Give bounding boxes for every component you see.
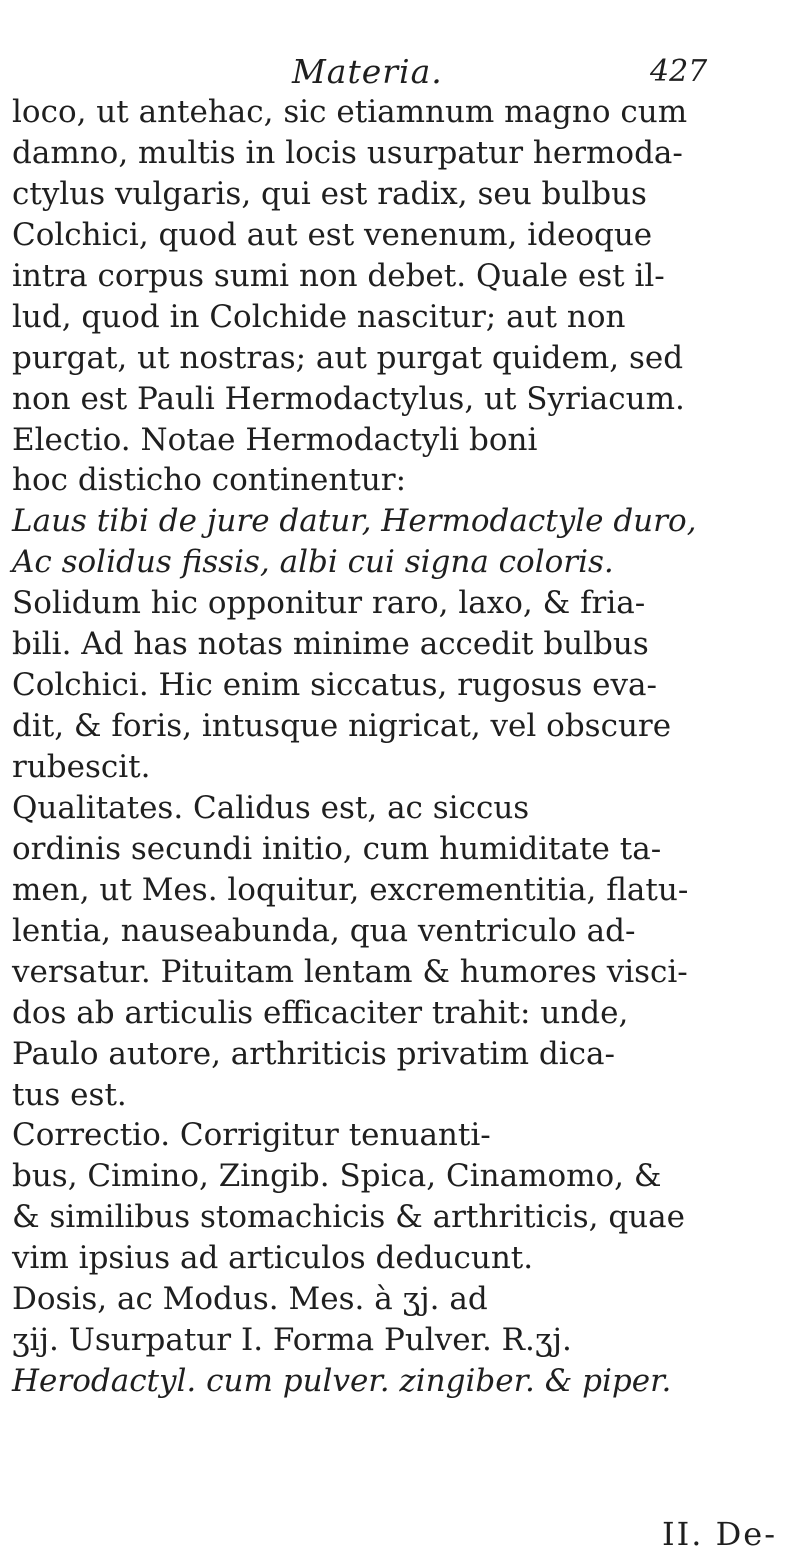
page-number: 427 bbox=[650, 54, 708, 89]
page-header bbox=[0, 52, 800, 96]
text-line: ordinis secundi initio, cum humiditate ta- bbox=[12, 830, 662, 867]
text-line: versatur. Pituitam lentam & humores visci- bbox=[12, 953, 688, 990]
text-line: Paulo autore, arthriticis privatim dica- bbox=[12, 1035, 615, 1072]
section-heading-correctio: Correctio. Corrigitur tenuanti- bbox=[12, 1117, 491, 1154]
text-line: ʒij. Usurpatur I. Forma Pulver. R.ʒj. bbox=[12, 1322, 572, 1359]
body-text bbox=[12, 92, 800, 1405]
text-line: purgat, ut nostras; aut purgat quidem, sed bbox=[12, 339, 684, 376]
catchword-row bbox=[0, 1515, 800, 1559]
text-line: Colchici. Hic enim siccatus, rugosus eva- bbox=[12, 667, 657, 704]
running-title: Materia. bbox=[292, 52, 443, 91]
recipe-line: Herodactyl. cum pulver. zingiber. & piper. bbox=[12, 1363, 672, 1400]
text-line: dos ab articulis efficaciter trahit: unde, bbox=[12, 994, 629, 1031]
text-line: lentia, nauseabunda, qua ventriculo ad- bbox=[12, 912, 636, 949]
text-line: vim ipsius ad articulos deducunt. bbox=[12, 1240, 534, 1277]
text-line: intra corpus sumi non debet. Quale est il- bbox=[12, 257, 665, 294]
text-line: tus est. bbox=[12, 1076, 127, 1113]
text-line: hoc disticho continentur: bbox=[12, 462, 407, 499]
text-line: Solidum hic opponitur raro, laxo, & fria- bbox=[12, 585, 646, 622]
section-heading-dosis: Dosis, ac Modus. Mes. à ʒj. ad bbox=[12, 1281, 488, 1318]
text-line: rubescit. bbox=[12, 749, 151, 785]
text-line: bili. Ad has notas minime accedit bulbus bbox=[12, 626, 649, 663]
text-line: & similibus stomachicis & arthriticis, quae bbox=[12, 1199, 685, 1236]
section-heading-qualitates: Qualitates. Calidus est, ac siccus bbox=[12, 789, 530, 826]
text-line: men, ut Mes. loquitur, excrementitia, flatu- bbox=[12, 871, 689, 908]
text-line: Colchici, quod aut est venenum, ideoque bbox=[12, 216, 653, 253]
catchword: II. De- bbox=[662, 1515, 778, 1553]
verse-line: Laus tibi de jure datur, Hermodactyle duro, bbox=[12, 503, 697, 540]
text-line: dit, & foris, intusque nigricat, vel obscure bbox=[12, 708, 672, 745]
text-line: loco, ut antehac, sic etiamnum magno cum bbox=[12, 94, 688, 130]
text-line: damno, multis in locis usurpatur hermoda- bbox=[12, 134, 683, 171]
section-heading-electio: Electio. Notae Hermodactyli boni bbox=[12, 421, 538, 458]
text-line: non est Pauli Hermodactylus, ut Syriacum. bbox=[12, 380, 685, 417]
verse-line: Ac solidus fissis, albi cui signa coloris. bbox=[12, 544, 614, 581]
text-line: ctylus vulgaris, qui est radix, seu bulbus bbox=[12, 175, 647, 212]
text-line: bus, Cimino, Zingib. Spica, Cinamomo, & bbox=[12, 1158, 662, 1195]
text-line: lud, quod in Colchide nascitur; aut non bbox=[12, 298, 626, 335]
